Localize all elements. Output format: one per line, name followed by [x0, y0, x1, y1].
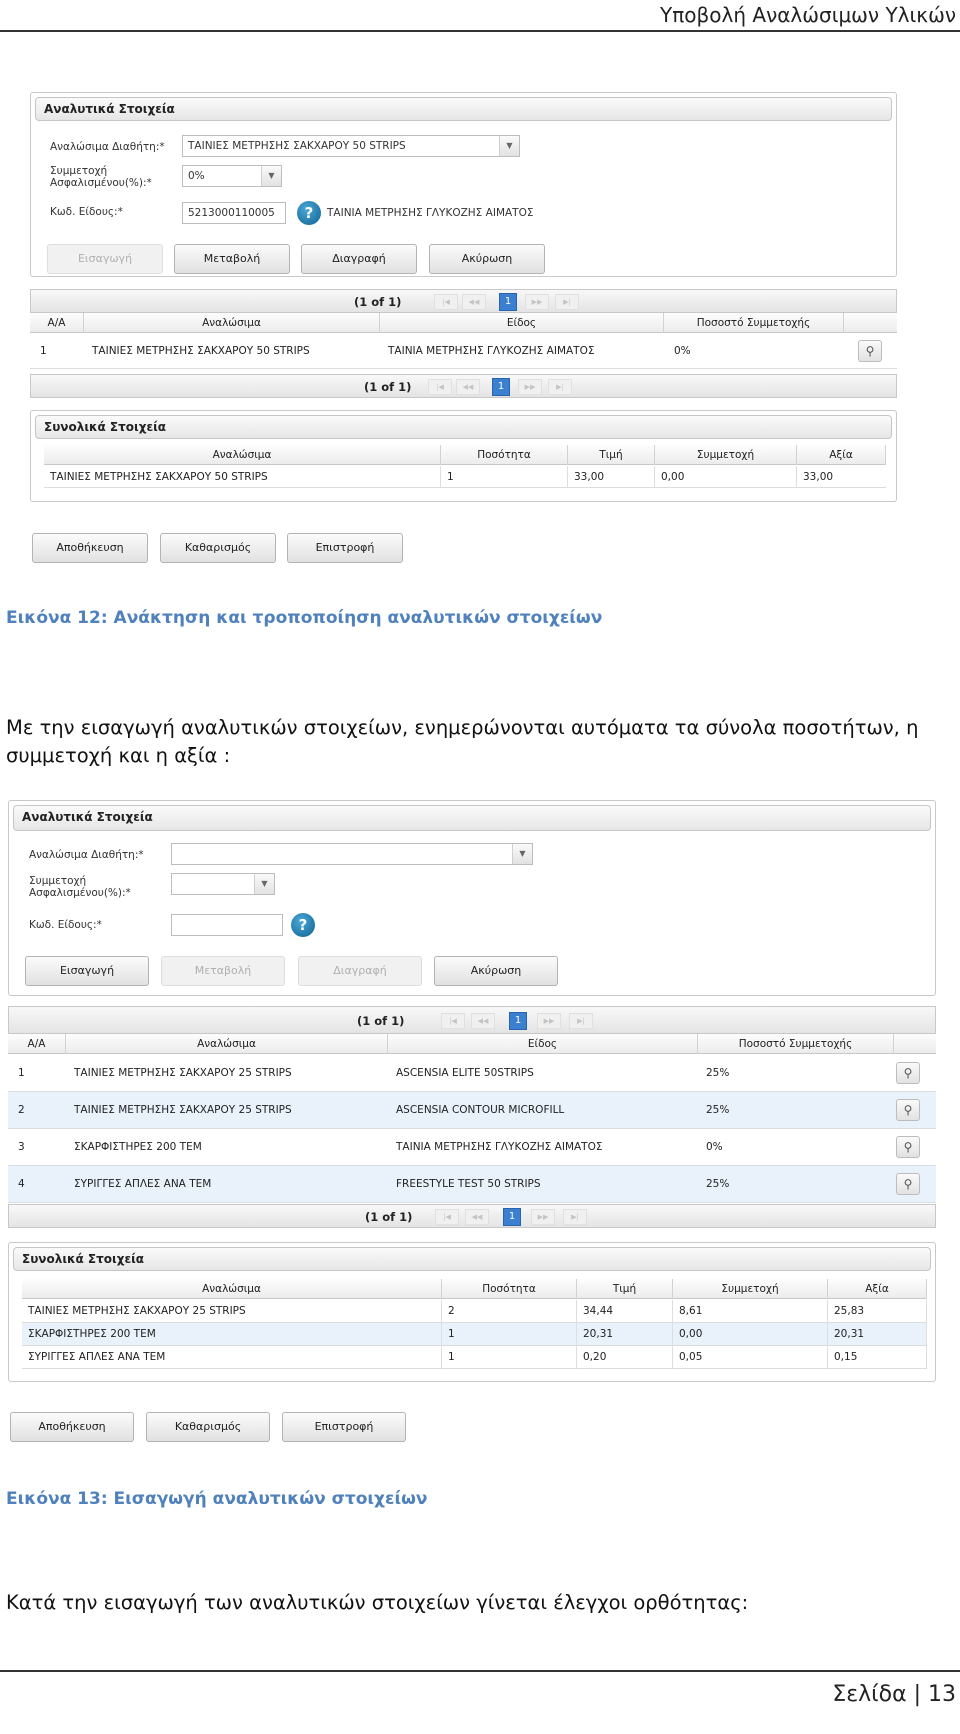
- next-page-icon[interactable]: ▶▶: [531, 1209, 555, 1225]
- column-header: Ποσότητα: [442, 1279, 577, 1299]
- pager-bottom: [8, 1204, 936, 1228]
- column-header: Αναλώσιμα: [44, 445, 441, 465]
- clear-button[interactable]: Καθαρισμός: [146, 1412, 270, 1442]
- chevron-down-icon[interactable]: ▼: [254, 874, 274, 894]
- summary-panel: [30, 410, 897, 502]
- delete-button[interactable]: Διαγραφή: [301, 244, 417, 274]
- summary-item: ΣΥΡΙΓΓΕΣ ΑΠΛΕΣ ΑΝΑ ΤΕΜ: [28, 1346, 442, 1369]
- row-item: ΣΚΑΡΦΙΣΤΗΡΕΣ 200 ΤΕΜ: [74, 1141, 202, 1153]
- participation-label-text: Συμμετοχή Ασφαλισμένου(%):*: [50, 165, 152, 189]
- save-button[interactable]: Αποθήκευση: [32, 533, 148, 563]
- summary-price: 33,00: [574, 466, 655, 488]
- delete-button[interactable]: Διαγραφή: [298, 956, 422, 986]
- magnifier-icon[interactable]: ⚲: [896, 1062, 920, 1084]
- summary-panel-title: Συνολικά Στοιχεία: [13, 1247, 931, 1271]
- cancel-button[interactable]: Ακύρωση: [434, 956, 558, 986]
- column-header: Α/Α: [30, 313, 84, 333]
- participation-label-text: Συμμετοχή Ασφαλισμένου(%):*: [29, 875, 131, 899]
- table-row[interactable]: [8, 1055, 936, 1092]
- summary-item: ΤΑΙΝΙΕΣ ΜΕΤΡΗΣΗΣ ΣΑΚΧΑΡΟΥ 25 STRIPS: [28, 1300, 442, 1323]
- magnifier-icon[interactable]: ⚲: [896, 1136, 920, 1158]
- summary-panel-title: Συνολικά Στοιχεία: [35, 415, 892, 439]
- magnifier-icon[interactable]: ⚲: [896, 1099, 920, 1121]
- row-kind: ASCENSIA CONTOUR MICROFILL: [396, 1104, 565, 1116]
- participation-value: 0%: [188, 170, 205, 182]
- detail-panel-title: Αναλυτικά Στοιχεία: [35, 97, 892, 121]
- summary-price: 20,31: [583, 1323, 673, 1346]
- row-pct: 25%: [706, 1178, 730, 1190]
- prev-page-icon[interactable]: ◀◀: [471, 1013, 495, 1029]
- chevron-down-icon[interactable]: ▼: [512, 844, 532, 864]
- chevron-down-icon[interactable]: ▼: [261, 166, 281, 186]
- row-item: ΤΑΙΝΙΕΣ ΜΕΤΡΗΣΗΣ ΣΑΚΧΑΡΟΥ 50 STRIPS: [92, 345, 310, 357]
- row-item: ΣΥΡΙΓΓΕΣ ΑΠΛΕΣ ΑΝΑ ΤΕΜ: [74, 1178, 212, 1190]
- detail-panel: [8, 800, 936, 996]
- column-header: Α/Α: [8, 1034, 66, 1054]
- row-pct: 25%: [706, 1067, 730, 1079]
- modify-button[interactable]: Μεταβολή: [161, 956, 285, 986]
- summary-value: 0,15: [834, 1346, 927, 1369]
- participation-label: [29, 875, 145, 899]
- column-header: Συμμετοχή: [655, 445, 797, 465]
- prev-page-icon[interactable]: ◀◀: [465, 1209, 489, 1225]
- table-header: [30, 313, 897, 333]
- column-header: Αναλώσιμα: [84, 313, 380, 333]
- summary-value: 20,31: [834, 1323, 927, 1346]
- summary-value: 33,00: [803, 471, 834, 483]
- clear-button[interactable]: Καθαρισμός: [160, 533, 276, 563]
- back-button[interactable]: Επιστροφή: [287, 533, 403, 563]
- row-kind: ASCENSIA ELITE 50STRIPS: [396, 1067, 534, 1079]
- first-page-icon[interactable]: |◀: [441, 1013, 465, 1029]
- next-page-icon[interactable]: ▶▶: [518, 379, 542, 395]
- row-pct: 25%: [706, 1104, 730, 1116]
- row-aa: 2: [18, 1104, 25, 1116]
- pager-count: (1 of 1): [357, 1014, 405, 1028]
- help-icon[interactable]: ?: [297, 201, 321, 225]
- consumable-select[interactable]: [171, 843, 533, 865]
- detail-panel-title: Αναλυτικά Στοιχεία: [13, 805, 931, 831]
- page-number-button[interactable]: 1: [492, 378, 510, 396]
- body-paragraph-2: Κατά την εισαγωγή των αναλυτικών στοιχείων γίνεται έλεγχοι ορθότητας:: [6, 1591, 749, 1614]
- code-description: ΤΑΙΝΙΑ ΜΕΤΡΗΣΗΣ ΓΛΥΚΟΖΗΣ ΑΙΜΑΤΟΣ: [327, 207, 534, 219]
- summary-qty: 1: [448, 1323, 577, 1346]
- next-page-icon[interactable]: ▶▶: [525, 294, 549, 310]
- page-number: Σελίδα | 13: [832, 1682, 956, 1707]
- summary-price: 34,44: [583, 1300, 673, 1323]
- help-icon[interactable]: ?: [291, 913, 315, 937]
- summary-qty: 1: [448, 1346, 577, 1369]
- row-percentage: 0%: [674, 345, 691, 357]
- summary-header: [22, 1279, 927, 1299]
- row-aa: 1: [40, 345, 47, 357]
- page-header: [0, 0, 960, 32]
- column-header: Είδος: [380, 313, 664, 333]
- insert-button[interactable]: Εισαγωγή: [25, 956, 149, 986]
- summary-part: 0,00: [679, 1323, 828, 1346]
- pager-count: (1 of 1): [365, 1210, 413, 1224]
- page-number-button[interactable]: 1: [499, 293, 517, 311]
- summary-value: 25,83: [834, 1300, 927, 1323]
- table-row[interactable]: [8, 1166, 936, 1203]
- summary-item: ΣΚΑΡΦΙΣΤΗΡΕΣ 200 ΤΕΜ: [28, 1323, 442, 1346]
- row-item: ΤΑΙΝΙΕΣ ΜΕΤΡΗΣΗΣ ΣΑΚΧΑΡΟΥ 25 STRIPS: [74, 1067, 292, 1079]
- row-aa: 4: [18, 1178, 25, 1190]
- column-header: Είδος: [388, 1034, 698, 1054]
- body-paragraph-1: Με την εισαγωγή αναλυτικών στοιχείων, ενημερώνονται αυτόματα τα σύνολα ποσοτήτων, η συμμετοχή και η αξία :: [6, 716, 919, 767]
- column-header: Αξία: [797, 445, 886, 465]
- table-row[interactable]: [8, 1092, 936, 1129]
- screenshot-1: [30, 92, 900, 572]
- pager-top: [8, 1006, 936, 1034]
- summary-row: [22, 1346, 927, 1369]
- consumable-label: Αναλώσιμα Διαθήτη:*: [50, 141, 165, 153]
- last-page-icon[interactable]: ▶|: [548, 379, 572, 395]
- magnifier-icon[interactable]: ⚲: [896, 1173, 920, 1195]
- code-input[interactable]: 5213000110005: [182, 202, 286, 224]
- summary-header: [44, 445, 886, 465]
- page-footer: [0, 1670, 960, 1707]
- header-title: Υποβολή Αναλώσιμων Υλικών: [660, 3, 956, 27]
- column-header: Αξία: [828, 1279, 927, 1299]
- consumable-select[interactable]: [182, 135, 520, 157]
- code-label: Κωδ. Είδους:*: [29, 919, 102, 931]
- consumable-label: Αναλώσιμα Διαθήτη:*: [29, 849, 144, 861]
- summary-row: [44, 466, 886, 488]
- summary-panel: [8, 1242, 936, 1382]
- column-header: Συμμετοχή: [673, 1279, 828, 1299]
- row-item: ΤΑΙΝΙΕΣ ΜΕΤΡΗΣΗΣ ΣΑΚΧΑΡΟΥ 25 STRIPS: [74, 1104, 292, 1116]
- page-number-button[interactable]: 1: [509, 1012, 527, 1030]
- last-page-icon[interactable]: ▶|: [563, 1209, 587, 1225]
- column-header: Τιμή: [577, 1279, 673, 1299]
- chevron-down-icon[interactable]: ▼: [499, 136, 519, 156]
- prev-page-icon[interactable]: ◀◀: [456, 379, 480, 395]
- summary-qty: 2: [448, 1300, 577, 1323]
- row-kind: ΤΑΙΝΙΑ ΜΕΤΡΗΣΗΣ ΓΛΥΚΟΖΗΣ ΑΙΜΑΤΟΣ: [388, 345, 595, 357]
- column-header: Αναλώσιμα: [22, 1279, 442, 1299]
- row-aa: 3: [18, 1141, 25, 1153]
- summary-part: 0,05: [679, 1346, 828, 1369]
- code-input[interactable]: [171, 914, 283, 936]
- summary-item: ΤΑΙΝΙΕΣ ΜΕΤΡΗΣΗΣ ΣΑΚΧΑΡΟΥ 50 STRIPS: [50, 466, 441, 488]
- first-page-icon[interactable]: |◀: [434, 294, 458, 310]
- screenshot-2: [8, 800, 938, 1448]
- figure-caption-13: Εικόνα 13: Εισαγωγή αναλυτικών στοιχείων: [6, 1489, 428, 1509]
- column-header: Αναλώσιμα: [66, 1034, 388, 1054]
- row-pct: 0%: [706, 1141, 723, 1153]
- magnifier-icon[interactable]: ⚲: [858, 340, 882, 362]
- code-label: Κωδ. Είδους:*: [50, 206, 123, 218]
- summary-participation: 0,00: [661, 466, 797, 488]
- participation-select[interactable]: [171, 873, 275, 895]
- row-kind: FREESTYLE TEST 50 STRIPS: [396, 1178, 541, 1190]
- pager-count: (1 of 1): [354, 295, 402, 309]
- participation-select[interactable]: [182, 165, 282, 187]
- last-page-icon[interactable]: ▶|: [569, 1013, 593, 1029]
- participation-label: [50, 165, 160, 189]
- table-header: [8, 1034, 936, 1054]
- column-header: Ποσοστό Συμμετοχής: [664, 313, 844, 333]
- row-kind: ΤΑΙΝΙΑ ΜΕΤΡΗΣΗΣ ΓΛΥΚΟΖΗΣ ΑΙΜΑΤΟΣ: [396, 1141, 603, 1153]
- summary-price: 0,20: [583, 1346, 673, 1369]
- column-header: Ποσοστό Συμμετοχής: [698, 1034, 894, 1054]
- pager-bottom: [30, 374, 897, 398]
- column-header: Ποσότητα: [441, 445, 568, 465]
- cancel-button[interactable]: Ακύρωση: [429, 244, 545, 274]
- first-page-icon[interactable]: |◀: [428, 379, 452, 395]
- table-row[interactable]: [8, 1129, 936, 1166]
- figure-caption-12: Εικόνα 12: Ανάκτηση και τροποποίηση αναλυτικών στοιχείων: [6, 608, 603, 628]
- page-number-button[interactable]: 1: [503, 1208, 521, 1226]
- pager-top: [30, 289, 897, 313]
- back-button[interactable]: Επιστροφή: [282, 1412, 406, 1442]
- pager-count: (1 of 1): [364, 380, 412, 394]
- consumable-value: ΤΑΙΝΙΕΣ ΜΕΤΡΗΣΗΣ ΣΑΚΧΑΡΟΥ 50 STRIPS: [188, 140, 406, 152]
- summary-row: [22, 1323, 927, 1346]
- prev-page-icon[interactable]: ◀◀: [462, 294, 486, 310]
- summary-quantity: 1: [447, 466, 568, 488]
- first-page-icon[interactable]: |◀: [435, 1209, 459, 1225]
- table-row[interactable]: [30, 333, 897, 369]
- detail-panel: [30, 92, 897, 277]
- summary-row: [22, 1300, 927, 1323]
- last-page-icon[interactable]: ▶|: [555, 294, 579, 310]
- next-page-icon[interactable]: ▶▶: [537, 1013, 561, 1029]
- row-aa: 1: [18, 1067, 25, 1079]
- save-button[interactable]: Αποθήκευση: [10, 1412, 134, 1442]
- column-header: Τιμή: [568, 445, 655, 465]
- insert-button[interactable]: Εισαγωγή: [47, 244, 163, 274]
- modify-button[interactable]: Μεταβολή: [174, 244, 290, 274]
- summary-part: 8,61: [679, 1300, 828, 1323]
